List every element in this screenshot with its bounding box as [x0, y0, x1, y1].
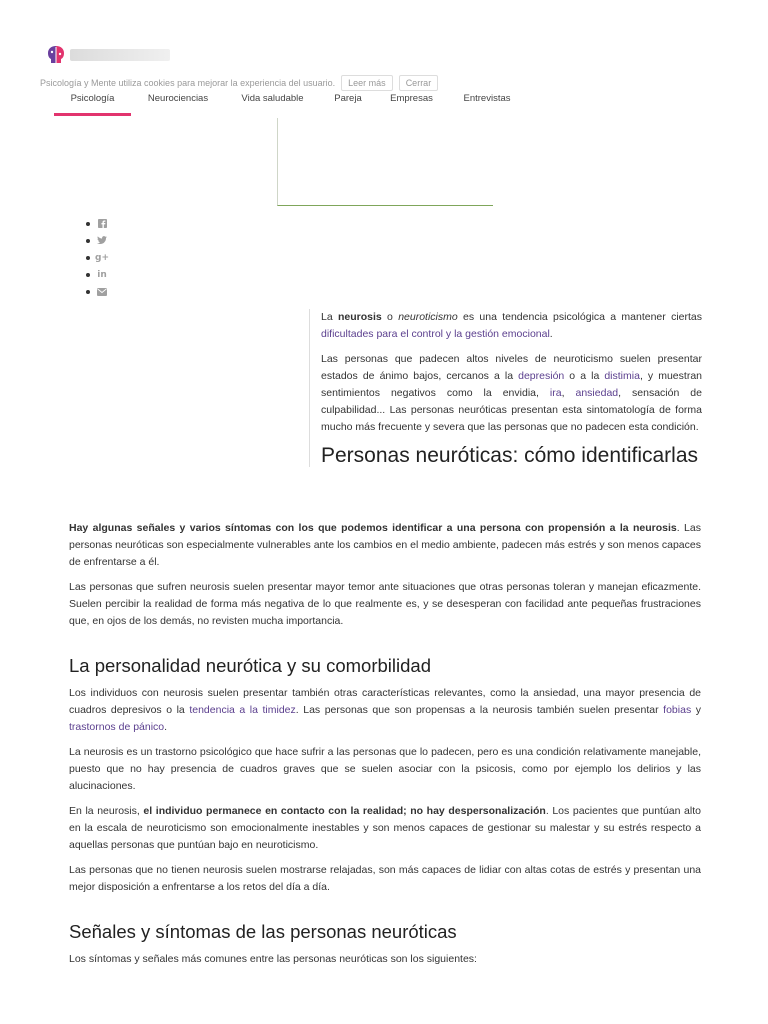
cookie-close-button[interactable]: Cerrar — [399, 75, 439, 91]
text: . — [549, 328, 553, 340]
bold-term: neurosis — [337, 311, 382, 323]
bullet — [86, 273, 90, 277]
ad-placeholder — [277, 118, 493, 206]
link-distimia[interactable]: distimia — [604, 370, 640, 382]
cookie-message: Psicología y Mente utiliza cookies para mejorar la experiencia del usuario. — [40, 78, 336, 88]
text: o — [381, 311, 399, 323]
email-icon[interactable] — [97, 287, 107, 297]
nav-item-vida-saludable[interactable]: Vida saludable — [241, 93, 304, 104]
google-plus-icon[interactable]: g+ — [95, 252, 109, 263]
text: y — [691, 704, 701, 716]
nav-item-pareja[interactable]: Pareja — [334, 93, 362, 104]
share-item[interactable] — [86, 249, 107, 266]
logo-wordmark — [70, 49, 170, 61]
link-trastornos-panico[interactable]: trastornos de pánico — [69, 721, 165, 733]
share-item[interactable] — [86, 266, 107, 283]
link-timidez[interactable]: tendencia a la timidez — [189, 704, 296, 716]
bullet — [86, 290, 90, 294]
site-logo[interactable] — [46, 44, 171, 66]
text: Las personas que padecen altos niveles de neuroticismo suelen presentar estados de ánimo bajos, cercanos a la — [321, 353, 702, 382]
article-paragraph: Los síntomas y señales más comunes entre las personas neuróticas son los siguientes: — [69, 953, 477, 965]
link-depresion[interactable]: depresión — [518, 370, 565, 382]
intro-paragraph-2 — [321, 351, 702, 436]
text: Los individuos con neurosis suelen presentar también otras características relevantes, como la ansiedad, una mayor presencia de cuadros depresivos o la — [69, 687, 701, 716]
text: . Los pacientes que puntúan alto en la escala de neuroticismo son emocionalmente inestables y son menos capaces de gestionar su malestar y su estrés respecto a aquellas personas que puntúan bajo en neuroticismo. — [69, 805, 701, 851]
nav-item-entrevistas[interactable]: Entrevistas — [463, 93, 511, 104]
cookie-bar — [40, 75, 438, 91]
section-heading-signs: Señales y síntomas de las personas neuróticas — [69, 921, 457, 942]
text: , sensación de culpabilidad... Las personas neuróticas presentan esta sintomatología de forma mucho más frecuente y severa que las personas que no padecen esta condición. — [321, 387, 702, 433]
link-ansiedad[interactable]: ansiedad — [575, 387, 619, 399]
facebook-icon[interactable] — [97, 219, 107, 229]
article-paragraph — [69, 803, 701, 854]
article-paragraph: Las personas que no tienen neurosis suelen mostrarse relajadas, son más capaces de lidiar con altas cotas de estrés y presentan una mejor disposición a enfrentarse a los retos del día a día. — [69, 864, 701, 893]
text: . — [164, 721, 168, 733]
linkedin-icon[interactable]: in — [97, 269, 107, 280]
bullet — [86, 222, 90, 226]
share-item[interactable] — [86, 215, 107, 232]
link-ira[interactable]: ira — [549, 387, 562, 399]
text: es una tendencia psicológica a mantener ciertas — [457, 311, 702, 323]
brain-logo-icon — [46, 44, 66, 66]
text: , — [561, 387, 576, 399]
share-list — [86, 215, 107, 300]
bullet — [86, 256, 90, 260]
bold-text: el individuo permanece en contacto con la realidad; no hay despersonalización — [143, 805, 546, 817]
article-body — [69, 520, 701, 976]
italic-term: neuroticismo — [398, 311, 458, 323]
text: La — [321, 311, 338, 323]
text: . Las personas que son propensas a la neurosis también suelen presentar — [295, 704, 664, 716]
cookie-read-more-button[interactable]: Leer más — [341, 75, 393, 91]
intro-paragraph-1 — [321, 309, 702, 343]
share-item[interactable] — [86, 232, 107, 249]
text: . Las personas neuróticas son especialmente vulnerables ante los cambios en el medio ambiente, padecen más estrés y son menos capaces de enfrentarse a él. — [69, 522, 701, 568]
twitter-icon[interactable] — [97, 236, 107, 246]
article-paragraph — [69, 685, 701, 736]
text: , y muestran sentimientos negativos como la envidia, — [321, 370, 702, 399]
nav-item-empresas[interactable]: Empresas — [390, 93, 433, 104]
share-item[interactable] — [86, 283, 107, 300]
nav-item-neurociencias[interactable]: Neurociencias — [147, 93, 209, 104]
text: o a la — [564, 370, 605, 382]
nav-item-psicologia[interactable]: Psicología — [54, 92, 131, 116]
article-paragraph — [69, 520, 701, 571]
text: En la neurosis, — [69, 805, 144, 817]
main-nav — [54, 92, 527, 116]
link-fobias[interactable]: fobias — [663, 704, 692, 716]
section-heading-comorbidity: La personalidad neurótica y su comorbilidad — [69, 655, 431, 676]
article-paragraph: La neurosis es un trastorno psicológico que hace sufrir a las personas que lo padecen, pero es una condición relativamente manejable, puesto que no hay presencia de cuadros graves que se suelen asociar con la psicosis, como por ejemplo los delirios y las alucinaciones. — [69, 746, 701, 792]
section-heading-identify: Personas neuróticas: cómo identificarlas — [321, 444, 699, 467]
bold-text: Hay algunas señales y varios síntomas con los que podemos identificar a una persona con propensión a la neurosis — [69, 522, 677, 534]
link-emotional-control[interactable]: dificultades para el control y la gestión emocional — [321, 328, 550, 340]
bullet — [86, 239, 90, 243]
article-paragraph: Las personas que sufren neurosis suelen presentar mayor temor ante situaciones que otras personas toleran y manejan eficazmente. Suelen percibir la realidad de forma más negativa de lo que realmente es, y se desesperan con facilidad ante pequeñas frustraciones que, en ojos de los demás, no revisten mucha importancia. — [69, 581, 701, 627]
article-intro — [309, 309, 702, 467]
